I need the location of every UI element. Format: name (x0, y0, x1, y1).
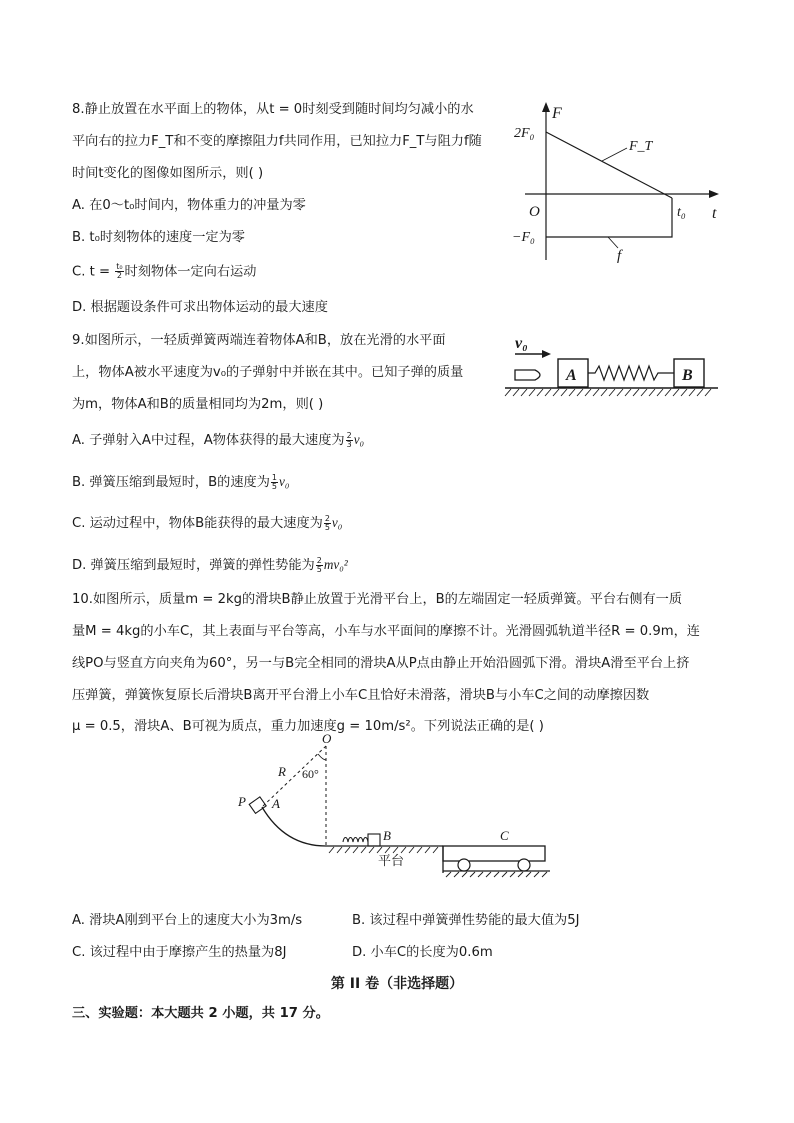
figure-block-b-label: B (682, 367, 693, 384)
graph-ft-leader (602, 148, 627, 161)
q8-option-c-fraction (115, 263, 123, 280)
q9-option-a-den: 3 (346, 439, 352, 449)
q8-force-time-graph (505, 100, 730, 265)
figure-circular-track (262, 807, 326, 846)
q9-option-d-den: 5 (316, 564, 322, 574)
q10-option-b: B. 该过程中弹簧弹性势能的最大值为5J (352, 913, 580, 928)
q9-option-b-den: 5 (271, 481, 278, 491)
q9-option-c-den: 5 (324, 522, 330, 532)
figure-p-label: P (238, 794, 246, 809)
graph-y-label: F (552, 105, 562, 122)
graph-t0-label: t₀ (677, 205, 686, 220)
q10-option-c: C. 该过程中由于摩擦产生的热量为8J (72, 945, 287, 960)
q9-option-d (72, 556, 348, 575)
graph-ft-line (546, 132, 672, 198)
figure-ground-hatch (505, 389, 711, 396)
q9-option-a (72, 431, 364, 450)
figure-bullet (515, 370, 540, 380)
q9-option-b-suffix: v₀ (279, 474, 290, 489)
figure-block-a-label: A (566, 367, 577, 384)
figure-v0-label: v₀ (515, 335, 528, 352)
graph-ft-label: F_T (629, 139, 653, 154)
figure-platform-hatch (329, 847, 438, 853)
q9-option-d-num: 2 (316, 555, 322, 565)
q8-option-c-prefix: C. t = (72, 264, 115, 280)
graph-x-arrow (709, 190, 719, 198)
figure-ground-hatch (446, 872, 547, 877)
q9-option-b-num: 1 (271, 472, 278, 482)
figure-r-label: R (278, 764, 286, 779)
q9-option-c-fraction (324, 515, 331, 532)
q8-option-c-den: 2 (116, 271, 122, 280)
q9-option-d-prefix: D. 弹簧压缩到最短时，弹簧的弹性势能为 (72, 558, 315, 573)
q8-option-a: A. 在0～t₀时间内，物体重力的冲量为零 (72, 198, 306, 213)
q10-stem-line-4: 压弹簧，弹簧恢复原长后滑块B离开平台滑上小车C且恰好未滑落，滑块B与小车C之间的动摩擦因数 (72, 688, 650, 703)
figure-cart-wheel-right (518, 859, 530, 871)
graph-y-top-label: 2F₀ (514, 126, 535, 141)
q8-stem-line-3: 时间t变化的图像如图所示，则( ) (72, 166, 264, 181)
graph-y-neg-label: −F₀ (512, 230, 535, 245)
q9-option-d-fraction (316, 557, 323, 574)
q9-stem-line-3: 为m，物体A和B的质量相同均为2m，则( ) (72, 397, 324, 412)
figure-v0-arrowhead (542, 350, 551, 358)
q10-stem-line-2: 量M = 4kg的小车C，其上表面与平台等高，小车与水平面间的摩擦不计。光滑圆弧轨道半径R = 0.9m，连 (72, 624, 700, 639)
graph-x-label: t (712, 205, 717, 222)
figure-b-label: B (383, 828, 391, 843)
figure-c-label: C (500, 828, 509, 843)
graph-f-line (546, 198, 672, 237)
q9-option-a-fraction (346, 432, 353, 449)
q9-option-b-prefix: B. 弹簧压缩到最短时，B的速度为 (72, 475, 270, 490)
figure-angle-label: 60° (302, 767, 319, 781)
figure-slider-b (368, 834, 380, 846)
q8-option-c (72, 263, 256, 282)
figure-platform-label: 平台 (378, 854, 405, 869)
q8-option-c-suffix: 时刻物体一定向右运动 (124, 264, 257, 280)
figure-angle-arc (318, 754, 326, 760)
graph-origin-label: O (529, 204, 540, 220)
figure-o-label: O (322, 731, 332, 746)
q9-option-b-fraction (271, 474, 278, 491)
q10-stem-line-3: 线PO与竖直方向夹角为60°，另一与B完全相同的滑块A从P点由静止开始沿圆弧下滑。滑块A滑至平台上挤 (72, 656, 690, 671)
q10-arc-platform-figure (230, 731, 560, 878)
q9-option-a-prefix: A. 子弹射入A中过程，A物体获得的最大速度为 (72, 433, 345, 448)
section-title: 第 II 卷（非选择题） (330, 976, 464, 992)
q10-option-a: A. 滑块A刚到平台上的速度大小为3m/s (72, 913, 303, 928)
graph-f-label: f (617, 248, 622, 264)
figure-cart-wheel-left (458, 859, 470, 871)
figure-spring (588, 366, 674, 380)
graph-y-arrow (542, 102, 550, 112)
q9-stem-line-1: 9.如图所示，一轻质弹簧两端连着物体A和B，放在光滑的水平面 (72, 333, 446, 348)
q10-option-d: D. 小车C的长度为0.6m (352, 945, 493, 960)
q8-stem-line-2: 平向右的拉力F_T和不变的摩擦阻力f共同作用，已知拉力F_T与阻力f随 (72, 134, 482, 149)
q9-option-c-num: 2 (324, 513, 330, 523)
q9-option-c-prefix: C. 运动过程中，物体B能获得的最大速度为 (72, 516, 323, 531)
q9-option-a-suffix: v₀ (353, 432, 365, 447)
q10-stem-line-1: 10.如图所示，质量m = 2kg的滑块B静止放置于光滑平台上，B的左端固定一轻质弹簧。平台右侧有一质 (72, 592, 683, 607)
q8-stem-line-1: 8.静止放置在水平面上的物体，从t = 0时刻受到随时间均匀减小的水 (72, 102, 474, 117)
q9-option-a-num: 2 (346, 430, 352, 440)
q10-stem-line-5: μ = 0.5，滑块A、B可视为质点，重力加速度g = 10m/s²。下列说法正确的是( ) (72, 719, 544, 734)
graph-f-leader (608, 237, 618, 248)
q9-stem-line-2: 上，物体A被水平速度为v₀的子弹射中并嵌在其中。已知子弹的质量 (72, 365, 464, 380)
q9-option-c-suffix: v₀ (331, 515, 343, 530)
q9-spring-block-figure (505, 332, 720, 402)
figure-cart-body (443, 846, 545, 861)
figure-a-label: A (272, 796, 280, 811)
q8-option-b: B. t₀时刻物体的速度一定为零 (72, 230, 245, 245)
q9-option-d-suffix: mv₀² (323, 557, 348, 572)
q8-option-d: D. 根据题设条件可求出物体运动的最大速度 (72, 300, 328, 315)
q9-option-c (72, 514, 342, 533)
figure-spring (343, 838, 368, 843)
q8-option-c-num: t₀ (116, 262, 123, 271)
q9-option-b (72, 473, 289, 492)
part-three-heading: 三、实验题：本大题共 2 小题，共 17 分。 (72, 1006, 329, 1021)
